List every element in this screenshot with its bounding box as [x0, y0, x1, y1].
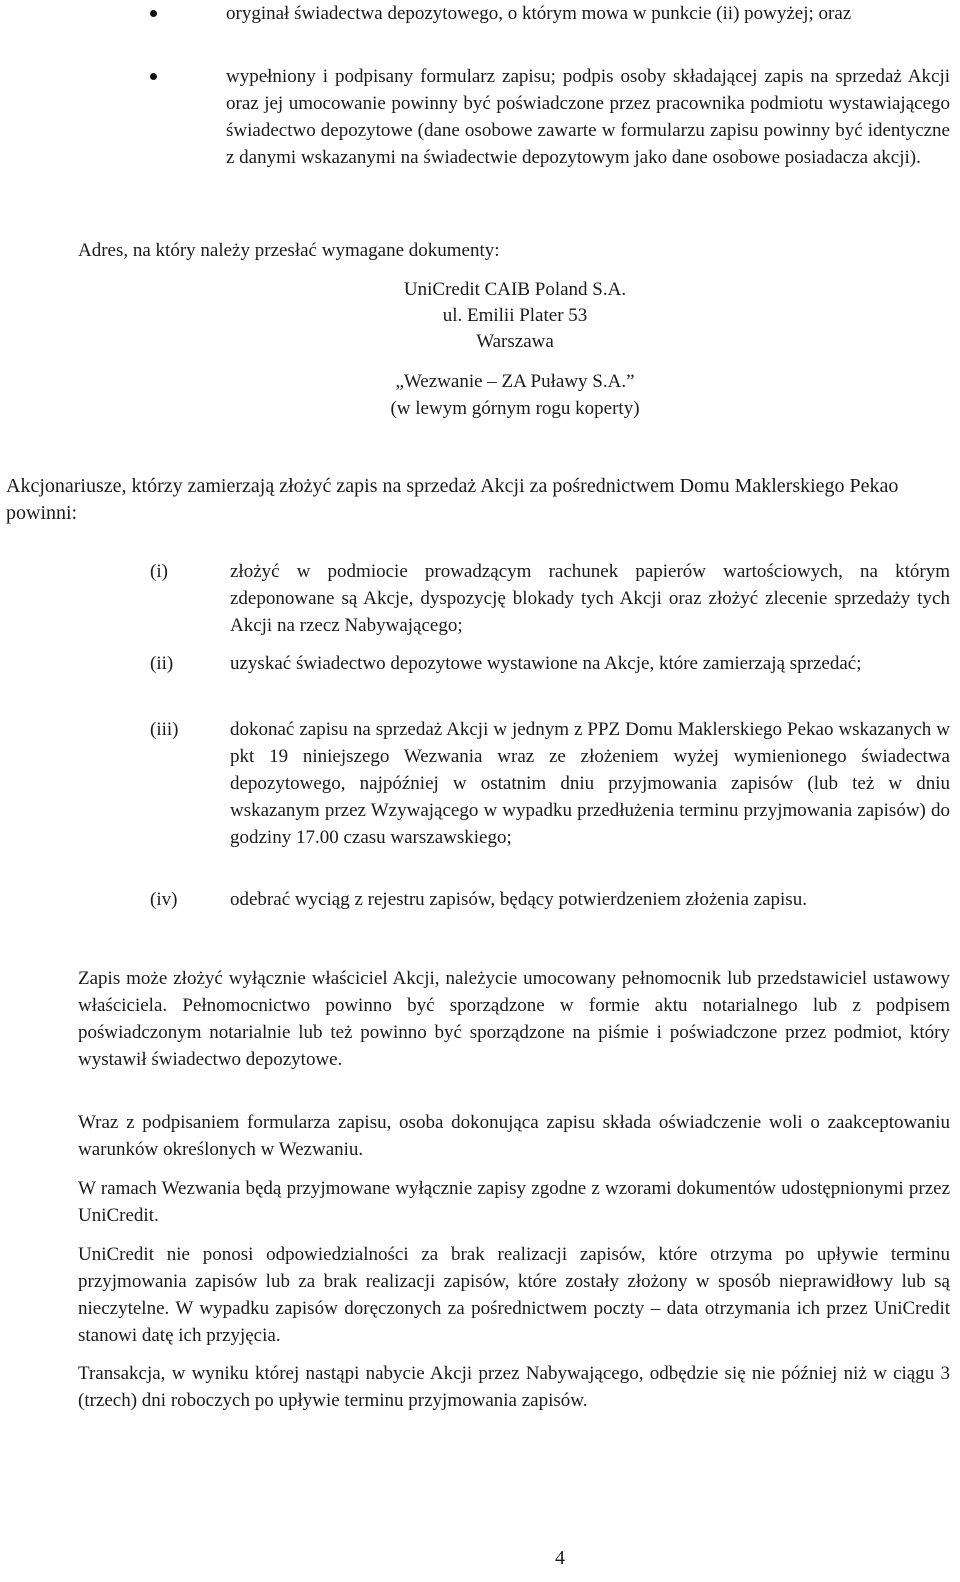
- list-item-number: (iii): [150, 719, 179, 740]
- list-item-text: uzyskać świadectwo depozytowe wystawione na Akcje, które zamierzają sprzedać;: [230, 653, 862, 674]
- page-number: 4: [555, 1547, 565, 1569]
- pekao-intro: Akcjonariusze, którzy zamierzają złożyć zapis na sprzedaż Akcji za pośrednictwem Domu Maklerskiego Pekao powinni:: [6, 475, 899, 524]
- address-line: UniCredit CAIB Poland S.A.: [403, 279, 627, 300]
- paragraph: Wraz z podpisaniem formularza zapisu, osoba dokonująca zapisu składa oświadczenie woli o zaakceptowaniu warunków określonych w Wezwaniu.: [78, 1112, 950, 1160]
- address-line: ul. Emilii Plater 53: [442, 305, 588, 326]
- paragraph: Zapis może złożyć wyłącznie właściciel Akcji, należycie umocowany pełnomocnik lub przedstawiciel ustawowy właściciela. Pełnomocnictwo powinno być sporządzone w formie aktu notarialnego lub z podpisem poświadczonym notarialnie lub też powinno być sporządzone na piśmie i poświadczone przez podmiot, który wystawił świadectwo depozytowe.: [78, 968, 950, 1070]
- list-item-text: odebrać wyciąg z rejestru zapisów, będący potwierdzeniem złożenia zapisu.: [230, 889, 807, 910]
- bullet-text: oryginał świadectwa depozytowego, o którym mowa w punkcie (ii) powyżej; oraz: [226, 3, 852, 24]
- paragraph: UniCredit nie ponosi odpowiedzialności za brak realizacji zapisów, które otrzyma po upływie terminu przyjmowania zapisów lub za brak realizacji zapisów, które zostały złożony w sposób nieprawidłowy lub są nieczytelne. W wypadku zapisów doręczonych za pośrednictwem poczty – data otrzymania ich przez UniCredit stanowi datę ich przyjęcia.: [78, 1244, 950, 1346]
- address-intro: Adres, na który należy przesłać wymagane dokumenty:: [78, 240, 500, 261]
- list-item-number: (ii): [150, 653, 174, 674]
- list-item-text: złożyć w podmiocie prowadzącym rachunek papierów wartościowych, na którym zdeponowane są Akcje, dyspozycję blokady tych Akcji oraz złożyć zlecenie sprzedaży tych Akcji na rzecz Nabywającego;: [230, 561, 950, 636]
- list-item-number: (i): [150, 561, 168, 582]
- envelope-label: „Wezwanie – ZA Puławy S.A.”: [395, 371, 635, 392]
- address-line: Warszawa: [476, 331, 554, 352]
- list-item-number: (iv): [150, 889, 178, 910]
- bullet-text: wypełniony i podpisany formularz zapisu; podpis osoby składającej zapis na sprzedaż Akcji oraz jej umocowanie powinny być poświadczone przez pracownika podmiotu wystawiającego świadectwo depozytowe (dane osobowe zawarte w formularzu zapisu powinny być identyczne z danymi wskazanymi na świadectwie depozytowym jako dane osobowe posiadacza akcji).: [226, 66, 950, 168]
- bullet-dot-icon: [150, 10, 157, 17]
- list-item-text: dokonać zapisu na sprzedaż Akcji w jednym z PPZ Domu Maklerskiego Pekao wskazanych w pkt 19 niniejszego Wezwania wraz ze złożeniem wyżej wymienionego świadectwa depozytowego, najpóźniej w ostatnim dniu przyjmowania zapisów (lub też w dniu wskazanym przez Wzywającego w wypadku przedłużenia terminu przyjmowania zapisów) do godziny 17.00 czasu warszawskiego;: [230, 719, 950, 848]
- paragraph: Transakcja, w wyniku której nastąpi nabycie Akcji przez Nabywającego, odbędzie się nie później niż w ciągu 3 (trzech) dni roboczych po upływie terminu przyjmowania zapisów.: [78, 1363, 950, 1411]
- paragraph: W ramach Wezwania będą przyjmowane wyłącznie zapisy zgodne z wzorami dokumentów udostępnionymi przez UniCredit.: [78, 1178, 950, 1226]
- bullet-dot-icon: [150, 73, 157, 80]
- envelope-note: (w lewym górnym rogu koperty): [390, 398, 640, 419]
